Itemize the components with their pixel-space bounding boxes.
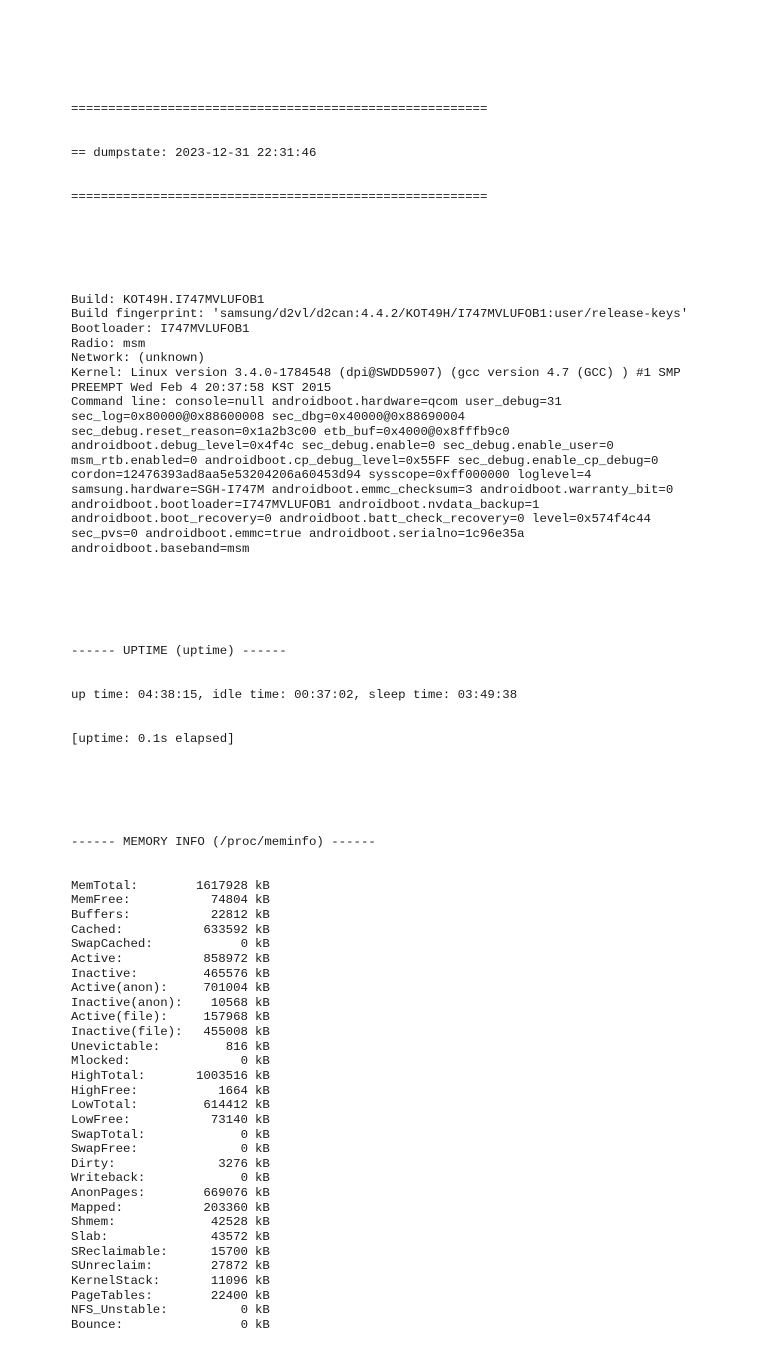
meminfo-value: 669076 — [203, 1186, 248, 1201]
meminfo-row — [71, 1142, 761, 1157]
meminfo-key: Unevictable: — [71, 1039, 161, 1054]
meminfo-row — [71, 1245, 761, 1260]
meminfo-key: NFS_Unstable: — [71, 1303, 168, 1318]
meminfo-key: MemFree: — [71, 893, 131, 908]
build-info-line: androidboot.baseband=msm — [71, 541, 250, 556]
meminfo-unit: kB — [255, 1244, 270, 1259]
build-info-section — [71, 293, 761, 557]
build-info-line: Command line: console=null androidboot.hardware=qcom user_debug=31 — [71, 395, 562, 410]
blank-line — [71, 600, 761, 615]
meminfo-value: 1664 — [218, 1083, 248, 1098]
meminfo-unit: kB — [255, 981, 270, 996]
meminfo-key: HighTotal: — [71, 1068, 146, 1083]
build-info-line: Build fingerprint: 'samsung/d2vl/d2can:4.4.2/KOT49H/I747MVLUFOB1:user/release-keys' — [71, 307, 689, 322]
build-info-line: Network: (unknown) — [71, 351, 205, 366]
meminfo-unit: kB — [255, 907, 270, 922]
meminfo-value: 858972 — [203, 951, 248, 966]
meminfo-key: SwapFree: — [71, 1142, 138, 1157]
meminfo-key: SwapTotal: — [71, 1127, 146, 1142]
meminfo-unit: kB — [255, 937, 270, 952]
meminfo-row — [71, 1318, 761, 1333]
build-info-line: msm_rtb.enabled=0 androidboot.cp_debug_level=0x55FF sec_debug.enable_cp_debug=0 — [71, 453, 659, 468]
meminfo-key: Inactive(file): — [71, 1025, 183, 1040]
meminfo-row — [71, 1303, 761, 1318]
meminfo-row — [71, 1084, 761, 1099]
meminfo-row — [71, 1098, 761, 1113]
meminfo-unit: kB — [255, 1068, 270, 1083]
meminfo-key: Mapped: — [71, 1200, 124, 1215]
meminfo-value: 0 — [240, 937, 248, 952]
meminfo-unit: kB — [255, 1083, 270, 1098]
meminfo-row — [71, 1010, 761, 1025]
meminfo-row — [71, 952, 761, 967]
meminfo-value: 43572 — [210, 1230, 248, 1245]
build-info-line: androidboot.boot_recovery=0 androidboot.batt_check_recovery=0 level=0x574f4c44 — [71, 512, 651, 527]
build-info-line: sec_pvs=0 androidboot.emmc=true androidboot.serialno=1c96e35a — [71, 527, 525, 542]
meminfo-unit: kB — [255, 893, 270, 908]
meminfo-key: LowFree: — [71, 1112, 131, 1127]
meminfo-key: Dirty: — [71, 1156, 116, 1171]
meminfo-key: PageTables: — [71, 1288, 153, 1303]
uptime-elapsed: [uptime: 0.1s elapsed] — [71, 732, 235, 747]
build-info-line: Bootloader: I747MVLUFOB1 — [71, 322, 250, 337]
meminfo-unit: kB — [255, 1054, 270, 1069]
build-info-line: PREEMPT Wed Feb 4 20:37:58 KST 2015 — [71, 380, 332, 395]
meminfo-value: 0 — [240, 1054, 248, 1069]
meminfo-row — [71, 1128, 761, 1143]
meminfo-value: 0 — [240, 1317, 248, 1332]
meminfo-row — [71, 1186, 761, 1201]
meminfo-unit: kB — [255, 1230, 270, 1245]
meminfo-table — [71, 879, 761, 1333]
meminfo-row — [71, 1230, 761, 1245]
meminfo-value: 3276 — [218, 1156, 248, 1171]
meminfo-unit: kB — [255, 1317, 270, 1332]
meminfo-value: 0 — [240, 1127, 248, 1142]
meminfo-key: HighFree: — [71, 1083, 138, 1098]
meminfo-unit: kB — [255, 1025, 270, 1040]
meminfo-value: 10568 — [210, 995, 248, 1010]
meminfo-row — [71, 1113, 761, 1128]
meminfo-row — [71, 937, 761, 952]
build-info-line: androidboot.debug_level=0x4f4c sec_debug.enable=0 sec_debug.enable_user=0 — [71, 439, 614, 454]
meminfo-unit: kB — [255, 1288, 270, 1303]
meminfo-row — [71, 996, 761, 1011]
meminfo-unit: kB — [255, 1112, 270, 1127]
meminfo-value: 11096 — [210, 1273, 248, 1288]
meminfo-row — [71, 908, 761, 923]
meminfo-unit: kB — [255, 1186, 270, 1201]
meminfo-value: 157968 — [203, 1010, 248, 1025]
meminfo-value: 74804 — [210, 893, 248, 908]
meminfo-value: 465576 — [203, 966, 248, 981]
meminfo-unit: kB — [255, 1200, 270, 1215]
meminfo-row — [71, 967, 761, 982]
meminfo-unit: kB — [255, 878, 270, 893]
meminfo-unit: kB — [255, 1156, 270, 1171]
meminfo-value: 203360 — [203, 1200, 248, 1215]
meminfo-row — [71, 893, 761, 908]
meminfo-value: 0 — [240, 1142, 248, 1157]
meminfo-key: Bounce: — [71, 1317, 124, 1332]
meminfo-key: Active: — [71, 951, 124, 966]
meminfo-unit: kB — [255, 922, 270, 937]
meminfo-row — [71, 1069, 761, 1084]
build-info-line: cordon=12476393ad8aa5e53204206a60453d94 sysscope=0xff000000 loglevel=4 — [71, 468, 592, 483]
meminfo-unit: kB — [255, 951, 270, 966]
meminfo-unit: kB — [255, 1171, 270, 1186]
meminfo-value: 15700 — [210, 1244, 248, 1259]
meminfo-key: MemTotal: — [71, 878, 138, 893]
meminfo-key: Active(file): — [71, 1010, 168, 1025]
meminfo-value: 22400 — [210, 1288, 248, 1303]
build-info-line: sec_debug.reset_reason=0x1a2b3c00 etb_buf=0x4000@0x8fffb9c0 — [71, 424, 510, 439]
meminfo-row — [71, 981, 761, 996]
build-info-line: Radio: msm — [71, 336, 146, 351]
meminfo-row — [71, 923, 761, 938]
meminfo-row — [71, 1259, 761, 1274]
meminfo-key: Buffers: — [71, 907, 131, 922]
meminfo-unit: kB — [255, 995, 270, 1010]
meminfo-unit: kB — [255, 966, 270, 981]
meminfo-value: 0 — [240, 1171, 248, 1186]
meminfo-row — [71, 1171, 761, 1186]
meminfo-key: KernelStack: — [71, 1273, 161, 1288]
meminfo-unit: kB — [255, 1273, 270, 1288]
meminfo-value: 614412 — [203, 1098, 248, 1113]
header-rule-top: ======================================================== — [71, 102, 488, 117]
meminfo-heading: ------ MEMORY INFO (/proc/meminfo) ------ — [71, 834, 376, 849]
meminfo-value: 1617928 — [195, 878, 248, 893]
meminfo-row — [71, 1274, 761, 1289]
meminfo-row — [71, 879, 761, 894]
meminfo-row — [71, 1157, 761, 1172]
meminfo-key: LowTotal: — [71, 1098, 138, 1113]
meminfo-row — [71, 1201, 761, 1216]
uptime-heading: ------ UPTIME (uptime) ------ — [71, 644, 287, 659]
meminfo-value: 27872 — [210, 1259, 248, 1274]
blank-line — [71, 776, 761, 791]
meminfo-unit: kB — [255, 1215, 270, 1230]
meminfo-unit: kB — [255, 1259, 270, 1274]
meminfo-key: AnonPages: — [71, 1186, 146, 1201]
meminfo-key: Active(anon): — [71, 981, 168, 996]
meminfo-key: Cached: — [71, 922, 124, 937]
meminfo-value: 22812 — [210, 907, 248, 922]
blank-line — [71, 234, 761, 249]
meminfo-unit: kB — [255, 1142, 270, 1157]
meminfo-key: Mlocked: — [71, 1054, 131, 1069]
meminfo-unit: kB — [255, 1010, 270, 1025]
meminfo-value: 0 — [240, 1303, 248, 1318]
meminfo-row — [71, 1040, 761, 1055]
meminfo-value: 1003516 — [195, 1068, 248, 1083]
meminfo-unit: kB — [255, 1098, 270, 1113]
meminfo-unit: kB — [255, 1303, 270, 1318]
build-info-line: Kernel: Linux version 3.4.0-1784548 (dpi@SWDD5907) (gcc version 4.7 (GCC) ) #1 SMP — [71, 365, 681, 380]
build-info-line: androidboot.bootloader=I747MVLUFOB1 androidboot.nvdata_backup=1 — [71, 497, 540, 512]
meminfo-key: Writeback: — [71, 1171, 146, 1186]
build-info-line: samsung.hardware=SGH-I747M androidboot.emmc_checksum=3 androidboot.warranty_bit=0 — [71, 483, 674, 498]
meminfo-value: 42528 — [210, 1215, 248, 1230]
uptime-values: up time: 04:38:15, idle time: 00:37:02, sleep time: 03:49:38 — [71, 688, 518, 703]
meminfo-row — [71, 1054, 761, 1069]
meminfo-row — [71, 1025, 761, 1040]
meminfo-value: 701004 — [203, 981, 248, 996]
page-title: == dumpstate: 2023-12-31 22:31:46 — [71, 146, 317, 161]
meminfo-unit: kB — [255, 1127, 270, 1142]
meminfo-value: 633592 — [203, 922, 248, 937]
meminfo-key: SwapCached: — [71, 937, 153, 952]
meminfo-key: Shmem: — [71, 1215, 116, 1230]
meminfo-key: Inactive: — [71, 966, 138, 981]
dumpstate-document — [71, 73, 761, 1347]
meminfo-key: SUnreclaim: — [71, 1259, 153, 1274]
header-rule-bottom: ======================================================== — [71, 190, 488, 205]
meminfo-key: SReclaimable: — [71, 1244, 168, 1259]
meminfo-value: 816 — [225, 1039, 248, 1054]
meminfo-value: 455008 — [203, 1025, 248, 1040]
meminfo-key: Inactive(anon): — [71, 995, 183, 1010]
meminfo-row — [71, 1215, 761, 1230]
build-info-line: sec_log=0x80000@0x88600008 sec_dbg=0x40000@0x88690004 — [71, 409, 466, 424]
build-info-line: Build: KOT49H.I747MVLUFOB1 — [71, 292, 265, 307]
meminfo-value: 73140 — [210, 1112, 248, 1127]
meminfo-key: Slab: — [71, 1230, 109, 1245]
meminfo-unit: kB — [255, 1039, 270, 1054]
meminfo-row — [71, 1289, 761, 1304]
